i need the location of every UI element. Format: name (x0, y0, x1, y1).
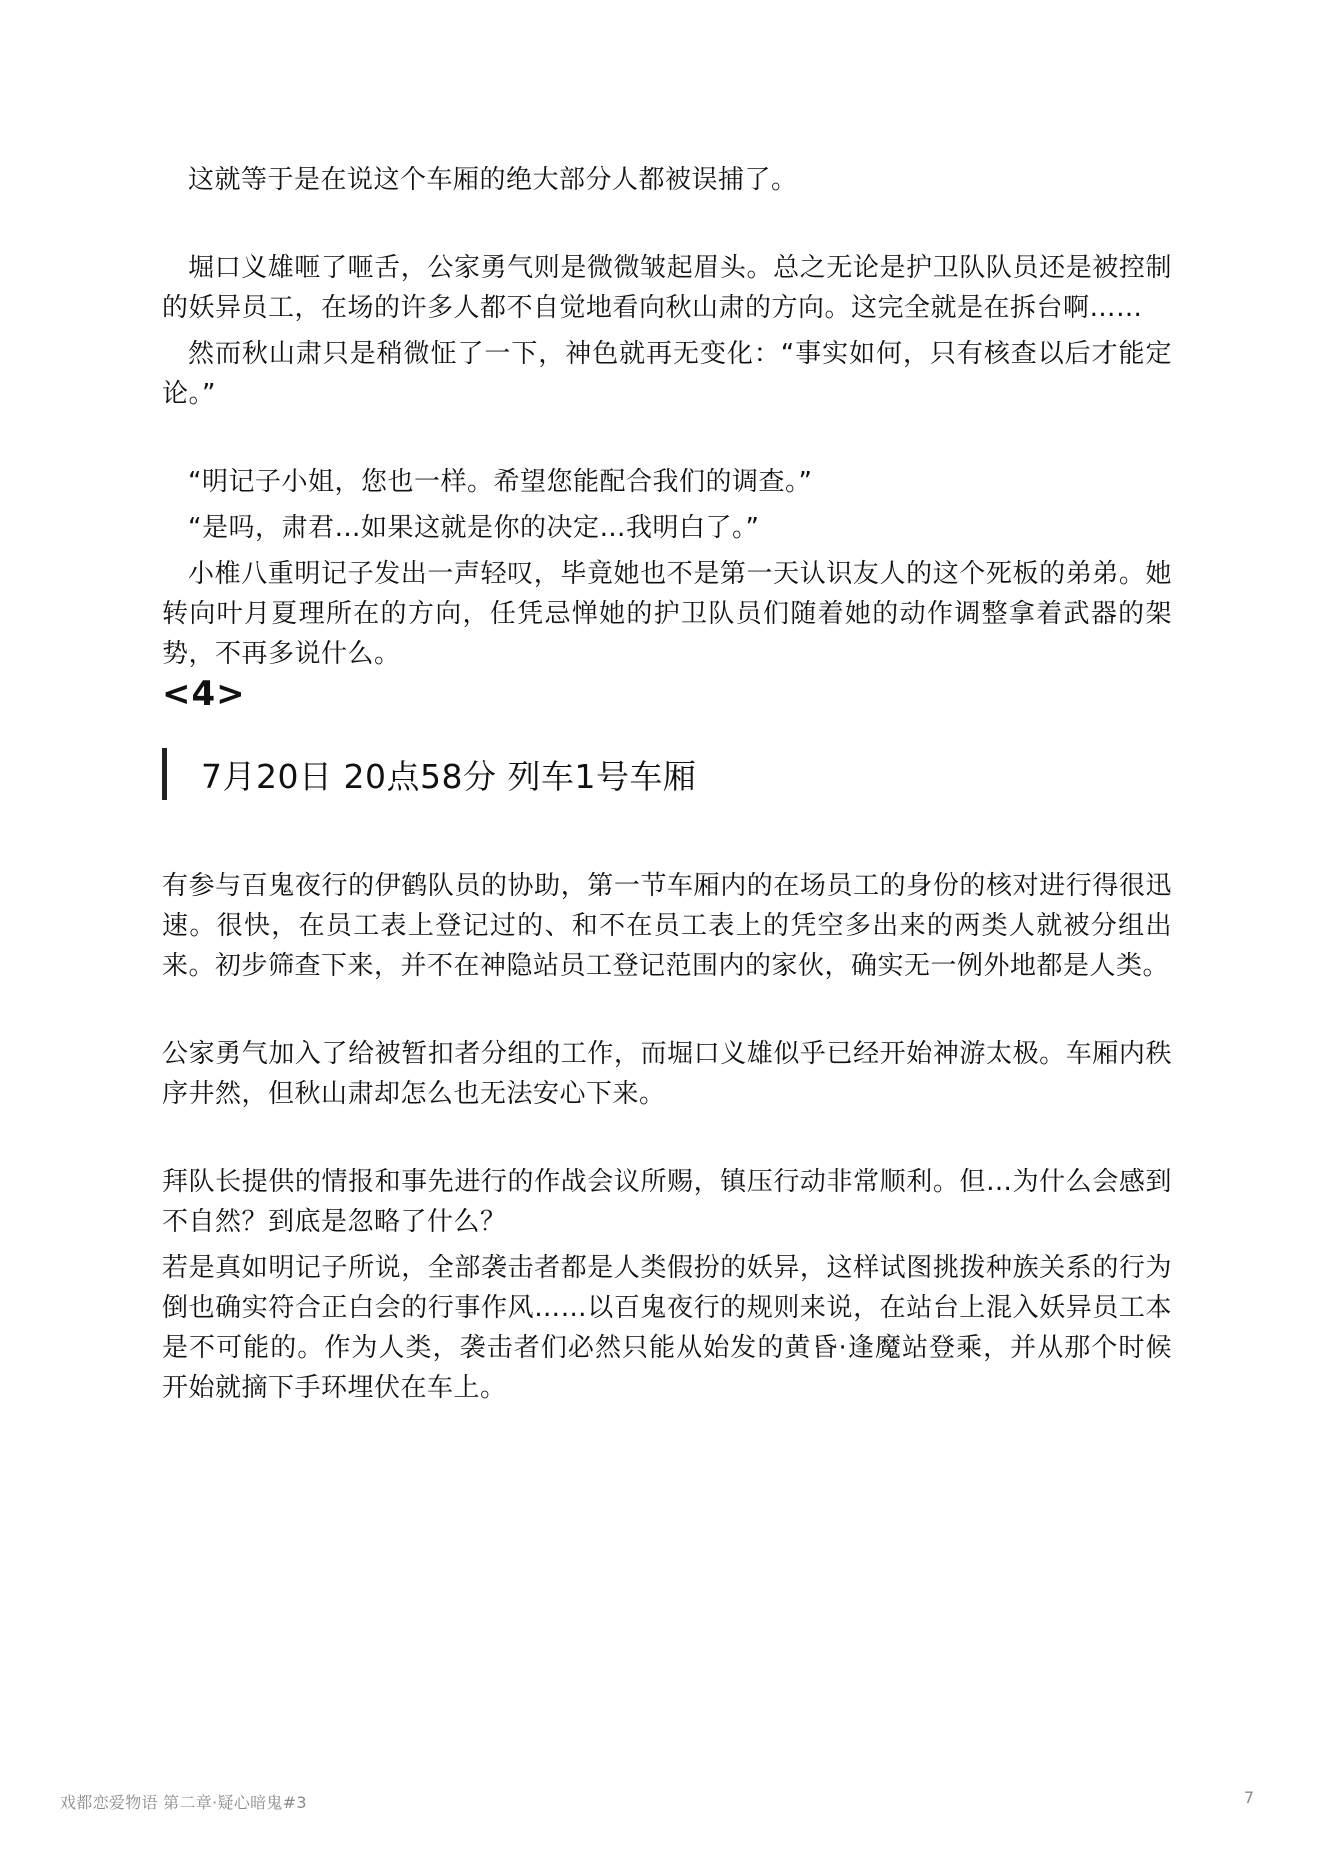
paragraph: 公家勇气加入了给被暂扣者分组的工作，而堀口义雄似乎已经开始神游太极。车厢内秩序井然，但秋山肃却怎么也无法安心下来。 (162, 1039, 1172, 1109)
page-number: 7 (1243, 1788, 1254, 1807)
paragraph: 若是真如明记子所说，全部袭击者都是人类假扮的妖异，这样试图挑拨种族关系的行为倒也确实符合正白会的行事作风……以百鬼夜行的规则来说，在站台上混入妖异员工本是不可能的。作为人类，袭击者们必然只能从始发的黄昏·逢魔站登乘，并从那个时候开始就摘下手环埋伏在车上。 (162, 1253, 1172, 1403)
paragraph: 这就等于是在说这个车厢的绝大部分人都被误捕了。 (188, 165, 798, 195)
subheading-text: 7月20日 20点58分 列车1号车厢 (201, 756, 697, 796)
footer-title: 戏都恋爱物语 第二章·疑心暗鬼#3 (60, 1793, 307, 1812)
paragraph: 然而秋山肃只是稍微怔了一下，神色就再无变化：“事实如何，只有核查以后才能定论。” (162, 339, 1172, 409)
paragraph: 堀口义雄咂了咂舌，公家勇气则是微微皱起眉头。总之无论是护卫队队员还是被控制的妖异员工，在场的许多人都不自觉地看向秋山肃的方向。这完全就是在拆台啊…… (162, 253, 1172, 323)
section-subheading (162, 748, 1172, 800)
paragraph: 拜队长提供的情报和事先进行的作战会议所赐，镇压行动非常顺利。但…为什么会感到不自然？到底是忽略了什么？ (162, 1167, 1172, 1237)
page-content (162, 160, 1172, 1408)
paragraph: 小椎八重明记子发出一声轻叹，毕竟她也不是第一天认识友人的这个死板的弟弟。她转向叶月夏理所在的方向，任凭忌惮她的护卫队员们随着她的动作调整拿着武器的架势，不再多说什么。 (162, 559, 1172, 669)
section-number: <4> (162, 674, 246, 714)
paragraph: “是吗，肃君…如果这就是你的决定…我明白了。” (188, 513, 760, 543)
paragraph: 有参与百鬼夜行的伊鹤队员的协助，第一节车厢内的在场员工的身份的核对进行得很迅速。很快，在员工表上登记过的、和不在员工表上的凭空多出来的两类人就被分组出来。初步筛查下来，并不在神隐站员工登记范围内的家伙，确实无一例外地都是人类。 (162, 871, 1172, 981)
paragraph: “明记子小姐，您也一样。希望您能配合我们的调查。” (188, 467, 813, 497)
